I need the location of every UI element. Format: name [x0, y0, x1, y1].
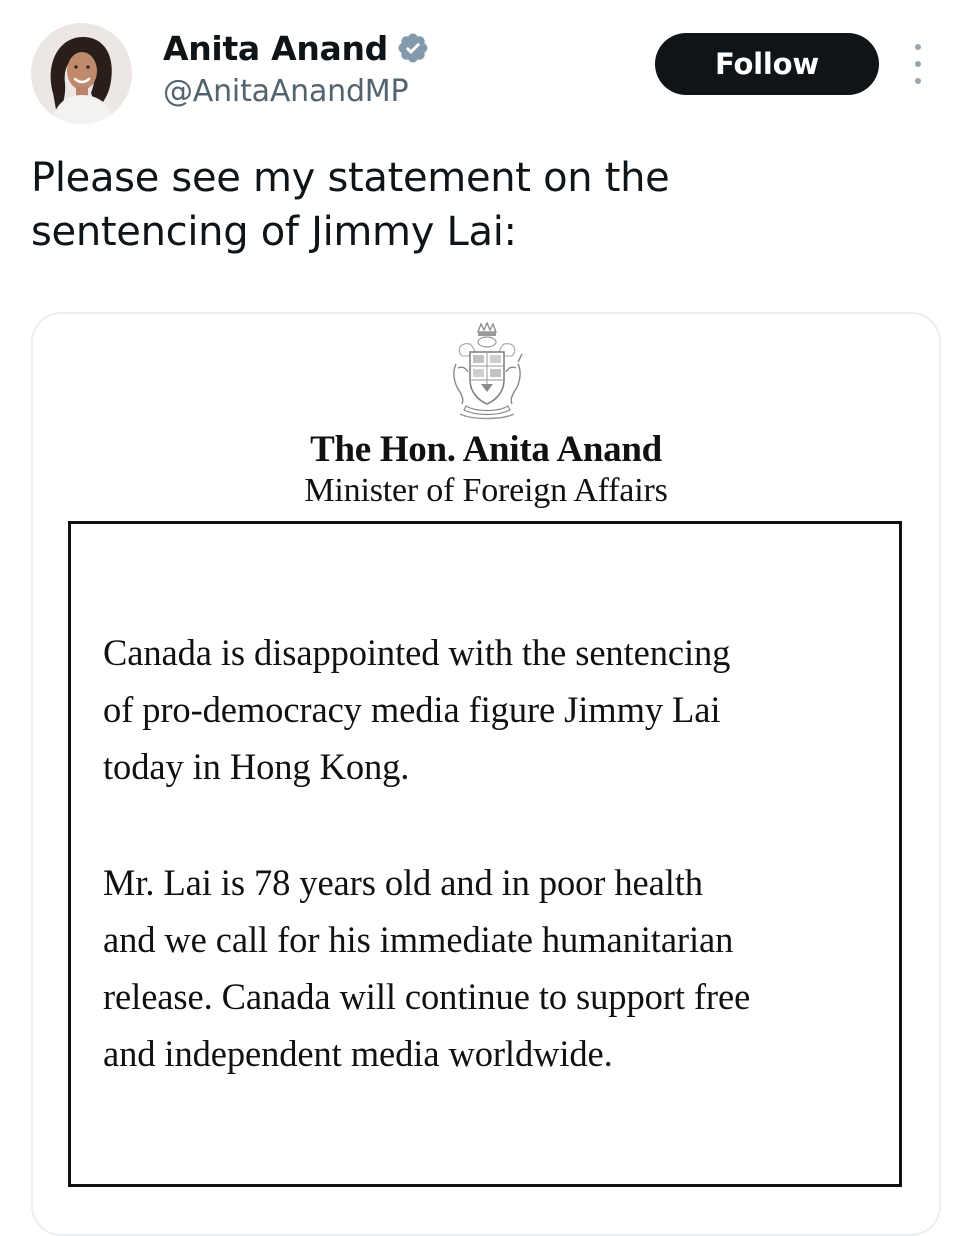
statement-document [33, 314, 939, 1234]
coat-of-arms-icon [448, 322, 526, 422]
avatar[interactable] [31, 23, 132, 124]
document-title: The Hon. Anita Anand [310, 429, 662, 470]
statement-box [68, 521, 902, 1187]
author-handle[interactable]: @AnitaAnandMP [163, 74, 409, 109]
statement-paragraph: Canada is disappointed with the sentencing of pro-democracy media figure Jimmy Lai today in Hong Kong. [103, 632, 731, 787]
follow-button[interactable]: Follow [655, 33, 879, 95]
author-display-name[interactable]: Anita Anand [163, 28, 388, 68]
tweet-text: Please see my statement on the sentencing of Jimmy Lai: [31, 155, 670, 255]
statement-paragraph: Mr. Lai is 78 years old and in poor health and we call for his immediate humanitarian release. Canada will continue to support free and independent media worldwide. [103, 862, 751, 1074]
document-subtitle: Minister of Foreign Affairs [304, 472, 668, 509]
more-dot [915, 44, 921, 50]
more-dot [915, 61, 921, 67]
author-name-row[interactable] [163, 26, 430, 70]
media-image[interactable] [31, 312, 941, 1236]
verified-badge-icon[interactable] [396, 31, 430, 65]
more-dot [915, 78, 921, 84]
more-options-icon[interactable] [905, 44, 931, 84]
avatar-photo [31, 23, 132, 124]
